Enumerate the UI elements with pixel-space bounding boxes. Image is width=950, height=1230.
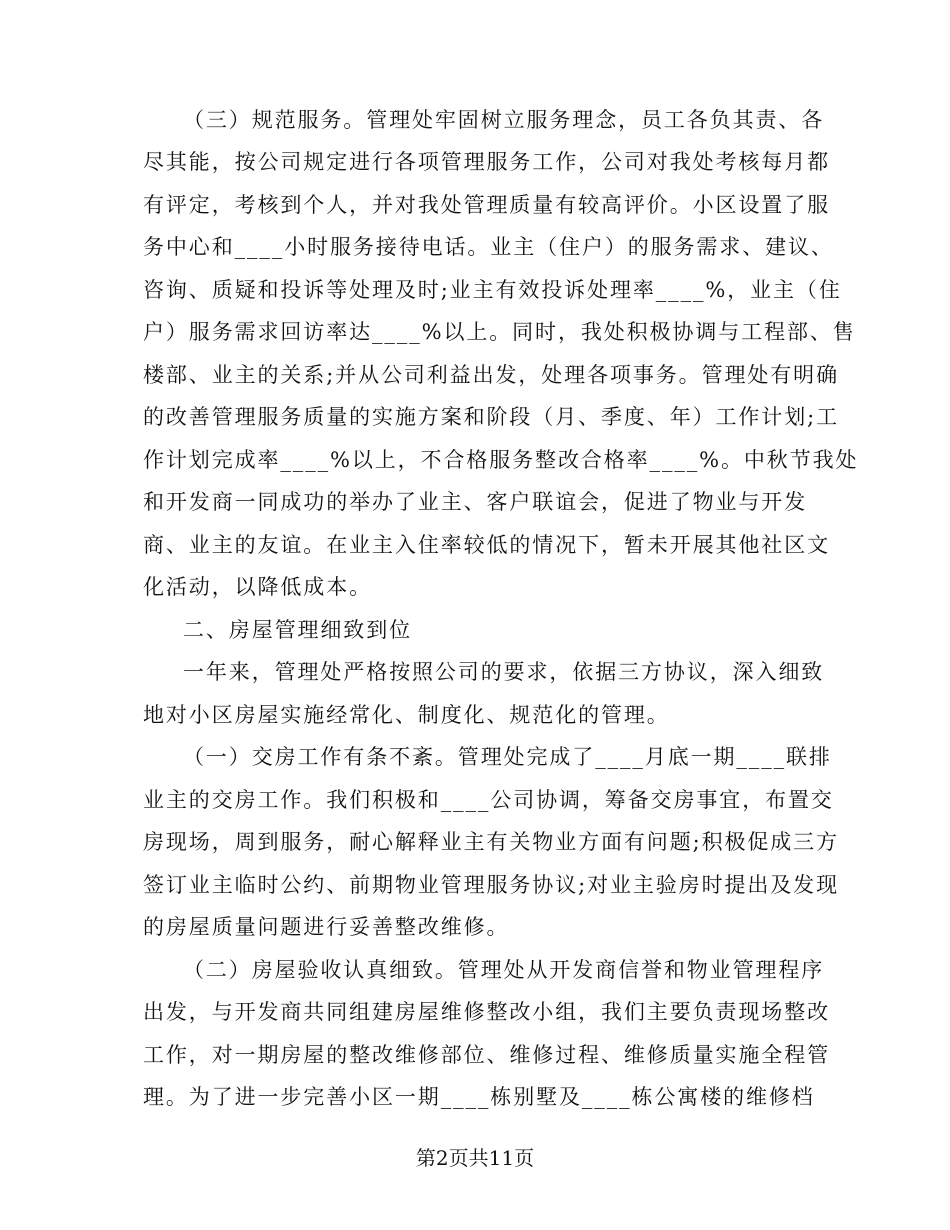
paragraph-line: 的改善管理服务质量的实施方案和阶段（月、季度、年）工作计划;工 xyxy=(143,405,839,429)
page-number-footer: 第2页共11页 xyxy=(415,1146,535,1170)
paragraph-line: 商、业主的友谊。在业主入住率较低的情况下，暂未开展其他社区文 xyxy=(143,533,830,557)
paragraph-line: （二）房屋验收认真细致。管理处从开发商信誉和物业管理程序 xyxy=(183,958,825,982)
paragraph-line: 有评定，考核到个人，并对我处管理质量有较高评价。小区设置了服 xyxy=(143,193,830,217)
paragraph-line: 和开发商一同成功的举办了业主、客户联谊会，促进了物业与开发 xyxy=(143,490,808,514)
paragraph-line: 户）服务需求回访率达____%以上。同时，我处积极协调与工程部、售 xyxy=(143,320,856,344)
paragraph-line: 尽其能，按公司规定进行各项管理服务工作，公司对我处考核每月都 xyxy=(143,150,830,174)
paragraph-line: 房现场，周到服务，耐心解释业主有关物业方面有问题;积极促成三方 xyxy=(143,830,839,854)
paragraph-line: 的房屋质量问题进行妥善整改维修。 xyxy=(143,915,510,939)
paragraph-line: 工作，对一期房屋的整改维修部位、维修过程、维修质量实施全程管 xyxy=(143,1043,830,1067)
paragraph-line: 理。为了进一步完善小区一期____栋别墅及____栋公寓楼的维修档 xyxy=(143,1085,815,1109)
paragraph-line: 楼部、业主的关系;并从公司利益出发，处理各项事务。管理处有明确 xyxy=(143,363,839,387)
paragraph-line: 作计划完成率____%以上，不合格服务整改合格率____%。中秋节我处 xyxy=(143,448,859,472)
paragraph-line: 化活动，以降低成本。 xyxy=(143,575,372,599)
paragraph-line: 一年来，管理处严格按照公司的要求，依据三方协议，深入细致 xyxy=(183,660,825,684)
paragraph-line: （三）规范服务。管理处牢固树立服务理念，员工各负其责、各 xyxy=(183,108,825,132)
paragraph-line: 咨询、质疑和投诉等处理及时;业主有效投诉处理率____%，业主（住 xyxy=(143,278,842,302)
paragraph-line: 出发，与开发商共同组建房屋维修整改小组，我们主要负责现场整改 xyxy=(143,1000,830,1024)
paragraph-line: 务中心和____小时服务接待电话。业主（住户）的服务需求、建议、 xyxy=(143,235,834,259)
section-heading: 二、房屋管理细致到位 xyxy=(183,618,412,642)
paragraph-line: 签订业主临时公约、前期物业管理服务协议;对业主验房时提出及发现 xyxy=(143,873,839,897)
paragraph-line: 业主的交房工作。我们积极和____公司协调，筹备交房事宜，布置交 xyxy=(143,788,834,812)
paragraph-line: （一）交房工作有条不紊。管理处完成了____月底一期____联排 xyxy=(183,745,832,769)
paragraph-line: 地对小区房屋实施经常化、制度化、规范化的管理。 xyxy=(143,703,670,727)
